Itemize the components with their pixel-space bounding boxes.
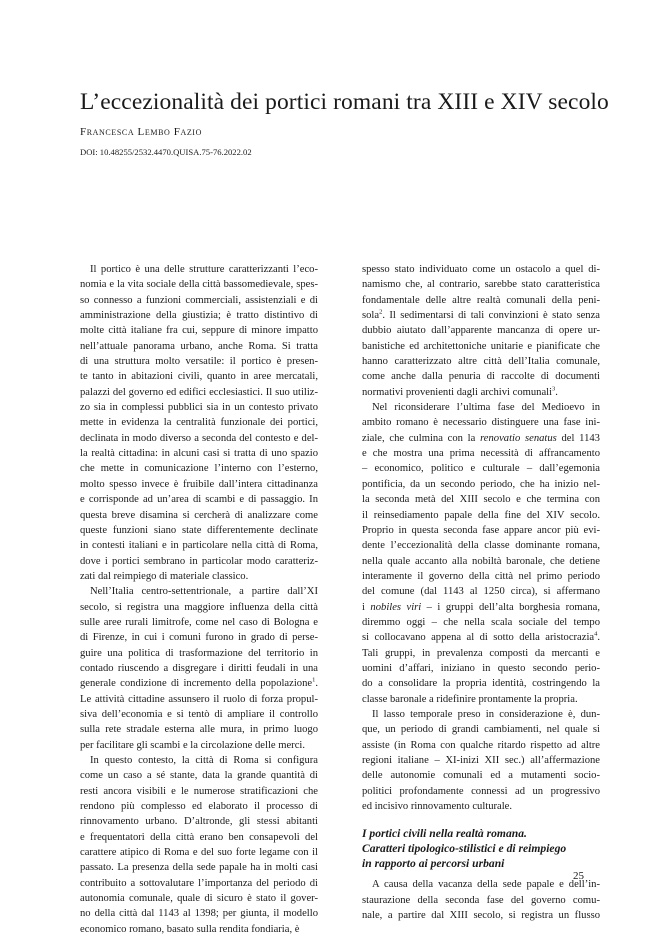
text-fragment: declinata in modo diverso a seconda del contesto e del- <box>80 432 318 444</box>
text-line <box>80 369 318 384</box>
text-line: e che mostra una prima necessità di affrancamento <box>362 448 600 460</box>
text-line: – economico, politico e culturale – dall’egemonia <box>362 463 600 475</box>
text-line <box>80 860 318 875</box>
text-line <box>80 415 318 430</box>
text-fragment: palazzi del governo ed edifici ecclesiastici. Il suo utiliz- <box>80 386 318 398</box>
text-fragment: zati dal reimpiego di materiale classico. <box>80 570 249 582</box>
text-fragment: carattere atipico di Roma e del suo forte legame con il <box>80 847 318 859</box>
text-fragment: come un caso a sé stante, data la grande quantità di <box>80 770 318 782</box>
footnote-ref[interactable]: 4 <box>594 630 598 638</box>
heading-line: in rapporto ai percorsi urbani <box>362 856 505 870</box>
text-line: come anche dalla penuria di raccolte di documenti <box>362 371 600 383</box>
article-title: L’eccezionalità dei portici romani tra XIII e XIV secolo <box>80 89 609 115</box>
text-line <box>80 293 318 308</box>
footnote-ref[interactable]: 1 <box>312 676 316 684</box>
text-line: la seconda metà del XIII secolo e che termina con <box>362 494 600 506</box>
text-fragment: te tanto in abitazioni civili, quanto in aree mercatali, <box>80 371 318 383</box>
text-fragment: in contesti italiani e in particolare nella città di Roma, <box>80 540 318 552</box>
text-line <box>80 630 318 645</box>
text-line: politici profondamente connessi ad un progressivo <box>362 785 600 797</box>
text-fragment: questa breve disamina si cercherà di analizzare come <box>80 509 318 521</box>
text-line <box>80 906 318 921</box>
text-fragment: guire una politica di trasformazione del territorio in <box>80 647 318 659</box>
text-line <box>80 554 318 569</box>
text-line <box>80 876 318 891</box>
text-line <box>80 277 318 292</box>
text-fragment: Le attività cittadine assunsero il ruolo di forza propul- <box>80 693 318 705</box>
text-line <box>80 308 318 323</box>
text-line <box>80 385 318 400</box>
text-fragment: sulla rete stradale esterna alle mura, in primo luogo <box>80 724 318 736</box>
text-fragment: per facilitare gli scambi e la circolazione delle merci. <box>80 739 305 751</box>
text-fragment: molto spesso invece è fruibile dall’intera cittadinanza <box>80 478 318 490</box>
text-fragment: ziale, che culmina con la <box>362 432 476 444</box>
text-line <box>80 262 318 277</box>
text-line <box>80 799 318 814</box>
text-line: del comune (dal 1143 al 1250 circa), si affermano <box>362 586 600 598</box>
author-name: Francesca Lembo Fazio <box>80 126 202 138</box>
text-fragment: . <box>555 386 558 398</box>
text-fragment: zo sia in complessi pubblici sia in un contesto privato <box>80 402 318 414</box>
text-line <box>80 707 318 722</box>
text-fragment: rendono più complesso ed elaborato il processo di <box>80 801 318 813</box>
latin-term: renovatio senatus <box>480 432 557 444</box>
text-fragment: nell’attuale panorama urbano, anche Roma. Si tratta <box>80 340 318 352</box>
text-line: Il lasso temporale preso in considerazione è, dun- <box>372 708 600 720</box>
text-line <box>80 784 318 799</box>
text-line <box>362 431 600 446</box>
latin-term: nobiles viri <box>370 601 422 613</box>
text-fragment: generale condizione di incremento della popolazione <box>80 678 313 690</box>
text-line: classe baronale a ridefinire prontamente la propria. <box>362 693 578 705</box>
text-line <box>80 323 318 338</box>
text-line <box>362 308 600 323</box>
text-line: dubbio aiutato dall’apparente mancanza di opere ur- <box>362 325 600 337</box>
text-line: delle autonomie comunali ed a mutamenti socio- <box>362 770 600 782</box>
text-fragment: la realtà cittadina: in alcuni casi si tratta di uno spazio <box>80 448 318 460</box>
text-line: generale condizione di incremento della popolazione$^1$. <box>80 676 318 690</box>
paragraph <box>80 753 318 937</box>
text-fragment: resti ancora visibili e le numerose stratificazioni che <box>80 785 318 797</box>
text-line: Tali gruppi, in prevalenza composti da mercanti e <box>362 647 600 659</box>
text-line <box>80 523 318 538</box>
text-line <box>80 646 318 661</box>
text-fragment: – i gruppi dell’alta borghesia romana, <box>421 601 600 613</box>
text-line <box>80 661 318 676</box>
paragraph <box>80 262 318 584</box>
text-line <box>362 600 600 615</box>
text-line: Proprio in questa seconda fase appare ancor più evi- <box>362 524 600 536</box>
heading-line: Caratteri tipologico-stilistici e di reimpiego <box>362 841 567 855</box>
text-line: ambito romano è necessario distinguere una fase ini- <box>362 417 600 429</box>
text-fragment: contado riuscendo a disgregare i diritti feudali in una <box>80 662 318 674</box>
text-line: A causa della vacanza della sede papale e dell’in- <box>372 879 600 891</box>
text-line <box>80 461 318 476</box>
text-fragment: sulle aree rurali limitrofe, come nel caso di Bologna e <box>80 616 318 628</box>
text-fragment: economico romano, basato sulla rendita fondiaria, è <box>80 923 300 935</box>
text-fragment: si collocavano appena al di sotto della aristocrazia <box>362 632 595 644</box>
text-line <box>80 538 318 553</box>
text-line <box>80 569 318 584</box>
doi-line[interactable]: DOI: 10.48255/2532.4470.QUISA.75-76.2022.02 <box>80 147 252 157</box>
text-fragment: nomia e la vita sociale della città bassomedievale, spes- <box>80 279 318 291</box>
text-line: pontificia, da un secondo periodo, che ha inizio nel- <box>362 478 600 490</box>
paragraph <box>362 707 600 814</box>
text-line: do a consolidare la propria identità, costringendo la <box>362 678 600 690</box>
text-line: banistiche ed architettoniche unitarie e pianificate che <box>362 340 600 352</box>
text-line: assiste (in Roma con qualche ritardo rispetto ad altre <box>362 739 600 751</box>
paragraph <box>362 877 600 923</box>
text-line: il reinsediamento papale della fine del XIV secolo. <box>362 509 600 521</box>
text-fragment: mette in evidenza la centralità funzionale dei portici, <box>80 417 318 429</box>
text-fragment: passato. La presenza della sede papale ha in molti casi <box>80 862 318 874</box>
text-line: hanno caratterizzato altre città dell’Italia comunale, <box>362 356 600 368</box>
text-line <box>80 339 318 354</box>
text-line: Nel riconsiderare l’ultima fase del Medioevo in <box>372 402 600 414</box>
text-fragment: dove i portici sembrano in particolar modo caratteriz- <box>80 555 318 567</box>
text-fragment: siva dell’economia e si tentò di ampliare il controllo <box>80 708 318 720</box>
text-fragment: secolo, si registra una maggiore influenza della città <box>80 601 318 613</box>
text-line: diremmo oggi – che nella scala sociale del tempo <box>362 616 600 628</box>
text-fragment: amministrazione della giustizia; è tratto distintivo di <box>80 310 318 322</box>
text-fragment: che mette in comunicazione l’interno con l’esterno, <box>80 463 318 475</box>
text-line: nale, a partire dal XIII secolo, si registra un flusso <box>362 909 600 921</box>
left-column <box>80 262 318 937</box>
text-line <box>80 845 318 860</box>
text-line <box>80 431 318 446</box>
text-line <box>80 814 318 829</box>
text-line <box>80 692 318 707</box>
text-fragment: normativi provenienti dagli archivi comunali <box>362 386 553 398</box>
text-line: dente l’eccezionalità della classe dominante romana, <box>362 540 600 552</box>
text-fragment: Il portico è una delle strutture caratterizzanti l’eco- <box>90 264 318 275</box>
text-line: nella quale accanto alla nobiltà baronale, che detiene <box>362 555 600 567</box>
text-line <box>80 830 318 845</box>
page-number: 25 <box>573 870 584 882</box>
text-line: que, un periodo di grandi cambiamenti, nel quale si <box>362 724 600 736</box>
text-line: spesso stato individuato come un ostacolo a quel di- <box>362 264 600 275</box>
text-fragment: autonomia comunale, quale di sicuro è stato il gover- <box>80 893 318 905</box>
text-line: staurazione della seconda fase del governo comu- <box>362 894 600 906</box>
footnote-ref[interactable]: 2 <box>379 308 383 316</box>
text-line <box>80 400 318 415</box>
paragraph <box>362 400 600 707</box>
text-line: fondamentale delle altre realtà comunali della peni- <box>362 294 600 306</box>
text-line <box>80 738 318 753</box>
footnote-ref[interactable]: 3 <box>552 385 556 393</box>
text-line <box>80 891 318 906</box>
text-fragment: Nell’Italia centro-settentrionale, a partire dall’XI <box>90 586 318 598</box>
text-line: ed incisivo rinnovamento culturale. <box>362 801 513 813</box>
text-line: interamente il governo della città nel primo periodo <box>362 570 600 582</box>
text-line <box>80 508 318 523</box>
text-line <box>80 922 318 937</box>
text-line <box>80 768 318 783</box>
text-line <box>80 446 318 461</box>
text-fragment: i <box>362 601 365 613</box>
text-fragment: contribuito a sottovalutare l’importanza del periodo di <box>80 877 318 889</box>
right-column <box>362 262 600 923</box>
text-line: namismo che, al contrario, sarebbe stato caratteristica <box>362 279 600 291</box>
text-line <box>80 753 318 768</box>
text-fragment: molte città italiane fra cui, seppure di minore impatto <box>80 325 318 337</box>
text-fragment: sola <box>362 310 380 322</box>
text-fragment: e frequentatori della città erano ben consapevoli del <box>80 831 318 843</box>
text-fragment: rinnovamento urbano. D’altronde, gli stessi abitanti <box>80 816 318 828</box>
text-fragment: queste funzioni siano state differentemente declinate <box>80 524 318 536</box>
text-fragment: In questo contesto, la città di Roma si configura <box>90 755 318 766</box>
text-line <box>80 492 318 507</box>
paragraph <box>362 262 600 400</box>
text-fragment: . <box>597 632 600 644</box>
text-line <box>80 615 318 630</box>
text-line <box>362 630 600 645</box>
text-fragment: . Il sedimentarsi di tali convinzioni è stato senza <box>382 310 600 322</box>
text-line: uomini d’affari, iniziano in questo secondo perio- <box>362 662 600 674</box>
text-line <box>362 385 600 400</box>
paragraph <box>80 584 318 753</box>
text-fragment: di Firenze, in cui i comuni furono in grado di perse- <box>80 632 318 644</box>
text-line: regioni italiane – XI-inizi XII sec.) all’affermazione <box>362 755 600 766</box>
text-line <box>80 722 318 737</box>
text-fragment: so connesso a funzioni commerciali, assistenziali e di <box>80 294 318 306</box>
section-heading <box>362 827 600 871</box>
heading-line: I portici civili nella realtà romana. <box>362 827 527 841</box>
text-line <box>80 584 318 599</box>
text-fragment: di una struttura molto versatile: il portico è presen- <box>80 356 318 368</box>
text-fragment: del 1143 <box>556 432 600 444</box>
text-line <box>80 354 318 369</box>
text-line <box>80 477 318 492</box>
text-line <box>80 600 318 615</box>
text-fragment: e corrisponde ad un’area di scambi e di passaggio. In <box>80 494 318 506</box>
text-fragment: no della città dal 1143 al 1398; per giunta, il modello <box>80 908 318 920</box>
